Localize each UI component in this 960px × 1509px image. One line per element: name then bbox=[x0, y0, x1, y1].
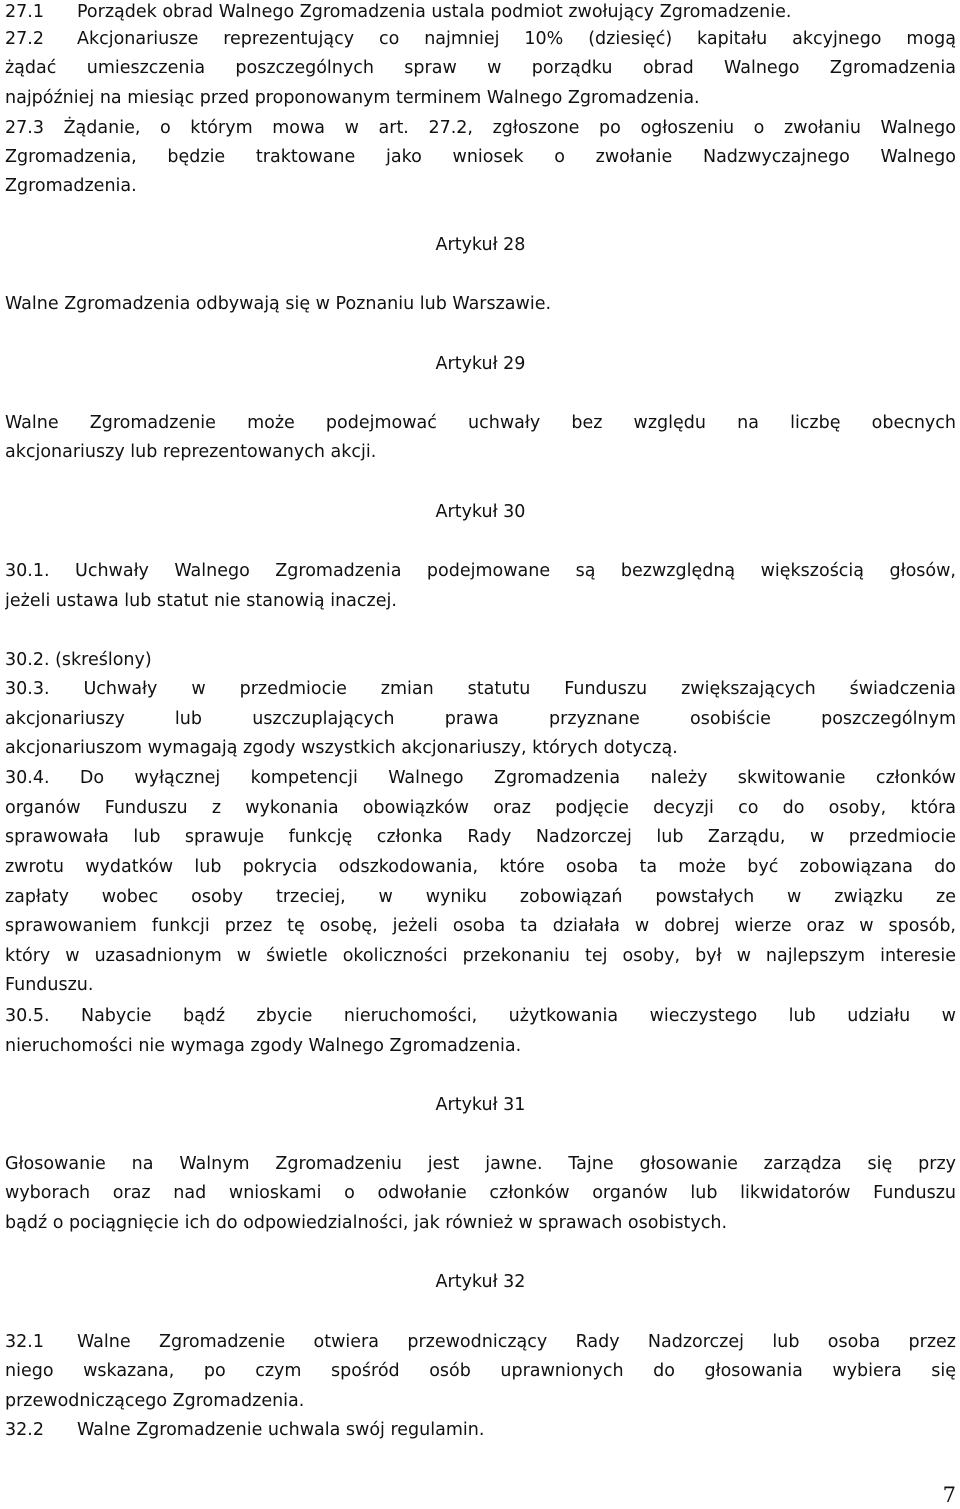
paragraph-32-1-line-2: niego wskazana, po czym spośród osób uprawnionych do głosowania wybiera się bbox=[5, 1361, 956, 1381]
paragraph-30-1-line-1: 30.1. Uchwały Walnego Zgromadzenia podejmowane są bezwzględną większością głosów, bbox=[5, 561, 956, 581]
article-29-line-2: akcjonariuszy lub reprezentowanych akcji. bbox=[5, 442, 377, 462]
paragraph-30-4-line-6: sprawowaniem funkcji przez tę osobę, jeżeli osoba ta działała w dobrej wierze oraz w sposób, bbox=[5, 916, 956, 936]
paragraph-text: Walne Zgromadzenie uchwala swój regulamin. bbox=[77, 1420, 485, 1440]
article-31-line-2: wyborach oraz nad wnioskami o odwołanie członków organów lub likwidatorów Funduszu bbox=[5, 1183, 956, 1203]
paragraph-30-4-line-7: który w uzasadnionym w świetle okoliczności przekonaniu tej osoby, był w najlepszym interesie bbox=[5, 946, 956, 966]
paragraph-30-4-line-2: organów Funduszu z wykonania obowiązków oraz podjęcie decyzji co do osoby, która bbox=[5, 798, 956, 818]
paragraph-27-2-line-1 bbox=[5, 25, 956, 54]
article-31-line-3: bądź o pociągnięcie ich do odpowiedzialności, jak również w sprawach osobistych. bbox=[5, 1213, 728, 1233]
paragraph-number: 32.2 bbox=[5, 1420, 44, 1440]
paragraph-30-3-line-2: akcjonariuszy lub uszczuplających prawa przyznane osobiście poszczególnym bbox=[5, 709, 956, 729]
article-30-heading: Artykuł 30 bbox=[435, 502, 526, 522]
article-31-heading: Artykuł 31 bbox=[435, 1095, 526, 1115]
paragraph-number: 32.1 bbox=[5, 1332, 44, 1352]
paragraph-text: Porządek obrad Walnego Zgromadzenia ustala podmiot zwołujący Zgromadzenie. bbox=[77, 2, 792, 22]
page-number: 7 bbox=[942, 1483, 956, 1507]
paragraph-text: Akcjonariusze reprezentujący co najmniej 10% (dziesięć) kapitału akcyjnego mogą bbox=[77, 29, 956, 49]
paragraph-32-2-line-1 bbox=[5, 1416, 956, 1445]
paragraph-32-1-line-1 bbox=[5, 1328, 956, 1357]
article-32-heading: Artykuł 32 bbox=[435, 1272, 526, 1292]
paragraph-32-1-line-3: przewodniczącego Zgromadzenia. bbox=[5, 1391, 305, 1411]
paragraph-30-4-line-3: sprawowała lub sprawuje funkcję członka Rady Nadzorczej lub Zarządu, w przedmiocie bbox=[5, 827, 956, 847]
article-28-line-1: Walne Zgromadzenia odbywają się w Poznaniu lub Warszawie. bbox=[5, 294, 552, 314]
paragraph-27-3-line-3: Zgromadzenia. bbox=[5, 176, 137, 196]
paragraph-30-4-line-5: zapłaty wobec osoby trzeciej, w wyniku zobowiązań powstałych w związku ze bbox=[5, 887, 956, 907]
paragraph-30-1-line-2: jeżeli ustawa lub statut nie stanowią inaczej. bbox=[5, 591, 397, 611]
paragraph-30-4-line-8: Funduszu. bbox=[5, 975, 94, 995]
paragraph-30-5-line-1: 30.5. Nabycie bądź zbycie nieruchomości, użytkowania wieczystego lub udziału w bbox=[5, 1006, 956, 1026]
paragraph-30-3-line-1: 30.3. Uchwały w przedmiocie zmian statutu Funduszu zwiększających świadczenia bbox=[5, 679, 956, 699]
paragraph-27-3-line-2: Zgromadzenia, będzie traktowane jako wniosek o zwołanie Nadzwyczajnego Walnego bbox=[5, 147, 956, 167]
paragraph-27-1-line-1 bbox=[5, 0, 956, 27]
paragraph-27-2-line-2: żądać umieszczenia poszczególnych spraw w porządku obrad Walnego Zgromadzenia bbox=[5, 58, 956, 78]
paragraph-30-4-line-4: zwrotu wydatków lub pokrycia odszkodowania, które osoba ta może być zobowiązana do bbox=[5, 857, 956, 877]
paragraph-number: 27.2 bbox=[5, 29, 44, 49]
article-31-line-1: Głosowanie na Walnym Zgromadzeniu jest jawne. Tajne głosowanie zarządza się przy bbox=[5, 1154, 956, 1174]
paragraph-27-2-line-3: najpóźniej na miesiąc przed proponowanym terminem Walnego Zgromadzenia. bbox=[5, 88, 700, 108]
article-29-heading: Artykuł 29 bbox=[435, 354, 526, 374]
paragraph-30-3-line-3: akcjonariuszom wymagają zgody wszystkich akcjonariuszy, których dotyczą. bbox=[5, 738, 678, 758]
paragraph-30-4-line-1: 30.4. Do wyłącznej kompetencji Walnego Zgromadzenia należy skwitowanie członków bbox=[5, 768, 956, 788]
paragraph-27-3-line-1: 27.3 Żądanie, o którym mowa w art. 27.2, zgłoszone po ogłoszeniu o zwołaniu Walnego bbox=[5, 118, 956, 138]
paragraph-number: 27.1 bbox=[5, 2, 44, 22]
paragraph-30-2: 30.2. (skreślony) bbox=[5, 650, 152, 670]
article-28-heading: Artykuł 28 bbox=[435, 235, 526, 255]
article-29-line-1: Walne Zgromadzenie może podejmować uchwały bez względu na liczbę obecnych bbox=[5, 413, 956, 433]
paragraph-30-5-line-2: nieruchomości nie wymaga zgody Walnego Zgromadzenia. bbox=[5, 1036, 522, 1056]
paragraph-text: Walne Zgromadzenie otwiera przewodniczący Rady Nadzorczej lub osoba przez bbox=[77, 1332, 956, 1352]
